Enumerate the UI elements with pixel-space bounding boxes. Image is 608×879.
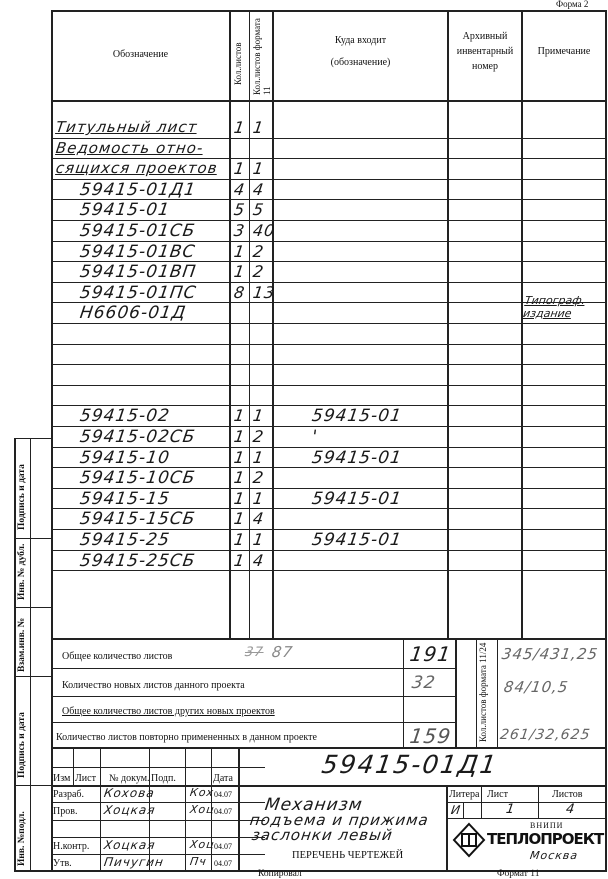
listov-value: 4 [564, 802, 577, 817]
row-k2: 1 [251, 530, 266, 549]
row-kuda: 59415-01 [310, 406, 404, 427]
prov-date: 04.07 [214, 807, 232, 816]
row-k2: 1 [251, 447, 266, 467]
row-name: 59415-01Д1 [78, 179, 198, 200]
summary-obshchee-value: 191 [408, 642, 453, 666]
summary-obshchee-struck: 37 [243, 645, 265, 660]
litera-label: Литера [449, 789, 480, 800]
row-kuda: 59415-01 [310, 488, 404, 509]
col-line-1 [229, 10, 231, 638]
row-kuda: 59415-01 [310, 447, 404, 468]
row-kuda: 59415-01 [310, 530, 404, 550]
summary-f-value1: 345/431,25 [500, 645, 600, 663]
stamp-inv-dubl: Инв. № дубл. [17, 543, 27, 600]
row-k2: 4 [251, 550, 266, 570]
frame-top [51, 10, 607, 12]
utv-name: Пичугин [103, 855, 165, 869]
nkontr-name: Хоцкая [103, 838, 157, 852]
summary-obshchee-label: Общее количество листов [62, 651, 173, 662]
row-k1: 1 [232, 262, 247, 282]
row-name: Ведомость отно- [54, 138, 205, 157]
row-k1: 1 [232, 530, 247, 549]
summary-novyh-label: Количество новых листов данного проекта [62, 680, 245, 691]
row-k2: 1 [251, 118, 266, 137]
row-name: 59415-10СБ [78, 468, 197, 489]
hdr-arhivny: Архивный [462, 31, 508, 42]
razrab-label: Разраб. [53, 789, 84, 800]
row-k1: 3 [232, 221, 247, 240]
row-k1: 1 [232, 159, 247, 179]
stamp-inv-podl: Инв. №подл. [17, 811, 27, 866]
hdr-kol-listov-formata: Кол.листов формата 11 [252, 18, 272, 95]
row-line [51, 385, 607, 386]
row-name: 59415-01ПС [78, 282, 198, 303]
utv-sign: Пч [189, 855, 208, 868]
title-line-2: подъема и прижима [248, 811, 431, 829]
hdr-inventarny: инвентарный [456, 46, 514, 57]
razrab-date: 04.07 [214, 790, 232, 799]
row-kuda: ' [310, 427, 320, 447]
summary-drugih-label: Общее количество листов других новых проектов [62, 706, 275, 717]
row-k1: 1 [232, 447, 247, 467]
header-bottom-line [51, 100, 607, 102]
row-name: 59415-15 [78, 488, 172, 509]
row-k1: 4 [232, 179, 247, 199]
row-k1: 1 [232, 427, 247, 446]
org-city: Москва [529, 849, 580, 862]
row-k1: 1 [232, 550, 247, 570]
nkontr-label: Н.контр. [53, 841, 90, 852]
stamp-vzam-inv: Взам.инв. № [17, 617, 27, 672]
row-name: 59415-10 [78, 447, 172, 468]
utv-date: 04.07 [214, 859, 232, 868]
row-line [51, 344, 607, 345]
row-k2: 4 [251, 509, 266, 529]
list-label: Лист [487, 789, 508, 800]
col-data: Дата [213, 773, 233, 784]
col-list: Лист [75, 773, 96, 784]
row-k2: 2 [251, 468, 266, 488]
hdr-primechanie: Примечание [537, 46, 591, 57]
nkontr-sign: Хоц [189, 838, 216, 851]
row-k2: 5 [251, 200, 266, 220]
stamp-podpis-data-1: Подпись и дата [17, 464, 27, 530]
prov-label: Пров. [53, 806, 78, 817]
row-k2: 2 [251, 262, 266, 282]
row-k1: 1 [232, 406, 247, 426]
row-k1: 1 [232, 468, 247, 488]
forma-label: Форма 2 [556, 0, 589, 9]
row-k2: 2 [251, 427, 266, 446]
summary-f-value2: 84/10,5 [502, 678, 570, 696]
summary-f-value3: 261/32,625 [498, 727, 592, 743]
summary-novyh-value: 32 [410, 673, 438, 693]
row-name: сящихся проектов [54, 159, 219, 178]
hdr-kuda-vhodit: Куда входит [334, 35, 387, 46]
org-small: ВНИПИ [530, 821, 564, 830]
row-name: 59415-01 [78, 200, 172, 221]
summary-povtorno-label: Количество листов повторно примененных в данном проекте [56, 732, 317, 743]
row-k2: 1 [251, 159, 266, 179]
row-name: 59415-01СБ [78, 221, 197, 241]
col-dokum: № докум. [109, 773, 150, 784]
row-k1: 5 [232, 200, 247, 220]
hdr-kol-listov: Кол.листов [233, 42, 243, 85]
nkontr-date: 04.07 [214, 842, 232, 851]
hdr-nomer: номер [472, 61, 498, 72]
col-podp: Подп. [151, 773, 176, 784]
frame-right [605, 10, 607, 872]
row-name: 59415-02СБ [78, 427, 197, 447]
hdr-oboznachenie: Обозначение [112, 49, 169, 60]
row-prim: Типограф. издание [522, 294, 587, 321]
razrab-name: Кохова [103, 786, 156, 800]
row-k1: 1 [232, 118, 247, 137]
row-k1: 8 [232, 282, 247, 302]
org-name: ТЕПЛОПРОЕКТ [487, 830, 604, 848]
prov-name: Хоцкая [103, 803, 157, 817]
frame-left [51, 10, 53, 872]
title-line-3: заслонки левый [250, 826, 395, 844]
row-name: 59415-25 [78, 530, 172, 550]
utv-label: Утв. [53, 858, 72, 869]
list-value: 1 [504, 802, 517, 817]
listov-label: Листов [552, 789, 583, 800]
row-k2: 40 [251, 221, 277, 240]
doc-number: 59415-01Д1 [319, 750, 500, 779]
row-k2: 13 [251, 282, 277, 302]
col-line-3 [272, 10, 274, 638]
org-logo-icon [452, 822, 486, 858]
footer-format: Формат 11 [497, 869, 540, 879]
row-k2: 1 [251, 488, 266, 508]
col-line-2 [249, 10, 250, 638]
summary-obshchee-hand: 87 [270, 643, 295, 661]
title-line-1: Механизм [263, 795, 365, 815]
col-line-4 [447, 10, 449, 638]
row-k2: 4 [251, 179, 266, 199]
summary-kol-formata-label: Кол.листов формата 11/24 [478, 642, 488, 742]
row-name: 59415-15СБ [78, 509, 197, 530]
row-name: Н6606-01Д [78, 303, 188, 324]
row-k2: 1 [251, 406, 266, 426]
row-name: 59415-25СБ [78, 550, 197, 571]
summary-povtorno-value: 159 [408, 724, 453, 748]
row-name: Титульный лист [54, 118, 199, 136]
col-line-5 [521, 10, 523, 638]
row-k1: 1 [232, 509, 247, 529]
row-name: 59415-02 [78, 406, 172, 427]
row-line [51, 364, 607, 365]
litera-value: И [450, 803, 462, 817]
razrab-sign: Кох [189, 786, 215, 799]
row-name: 59415-01ВС [78, 241, 197, 262]
row-name: 59415-01ВП [78, 262, 198, 283]
title-printed: ПЕРЕЧЕНЬ ЧЕРТЕЖЕЙ [292, 850, 404, 861]
col-izm: Изм [53, 773, 71, 784]
stamp-podpis-data-2: Подпись и дата [17, 712, 27, 778]
row-k1: 1 [232, 241, 247, 261]
footer-kopiroval: Копировал [258, 869, 302, 879]
row-k2: 2 [251, 241, 266, 261]
row-line [51, 323, 607, 324]
row-k1: 1 [232, 488, 247, 508]
hdr-kuda-vhodit-sub: (обозначение) [330, 57, 391, 68]
prov-sign: Хоц [189, 803, 216, 816]
